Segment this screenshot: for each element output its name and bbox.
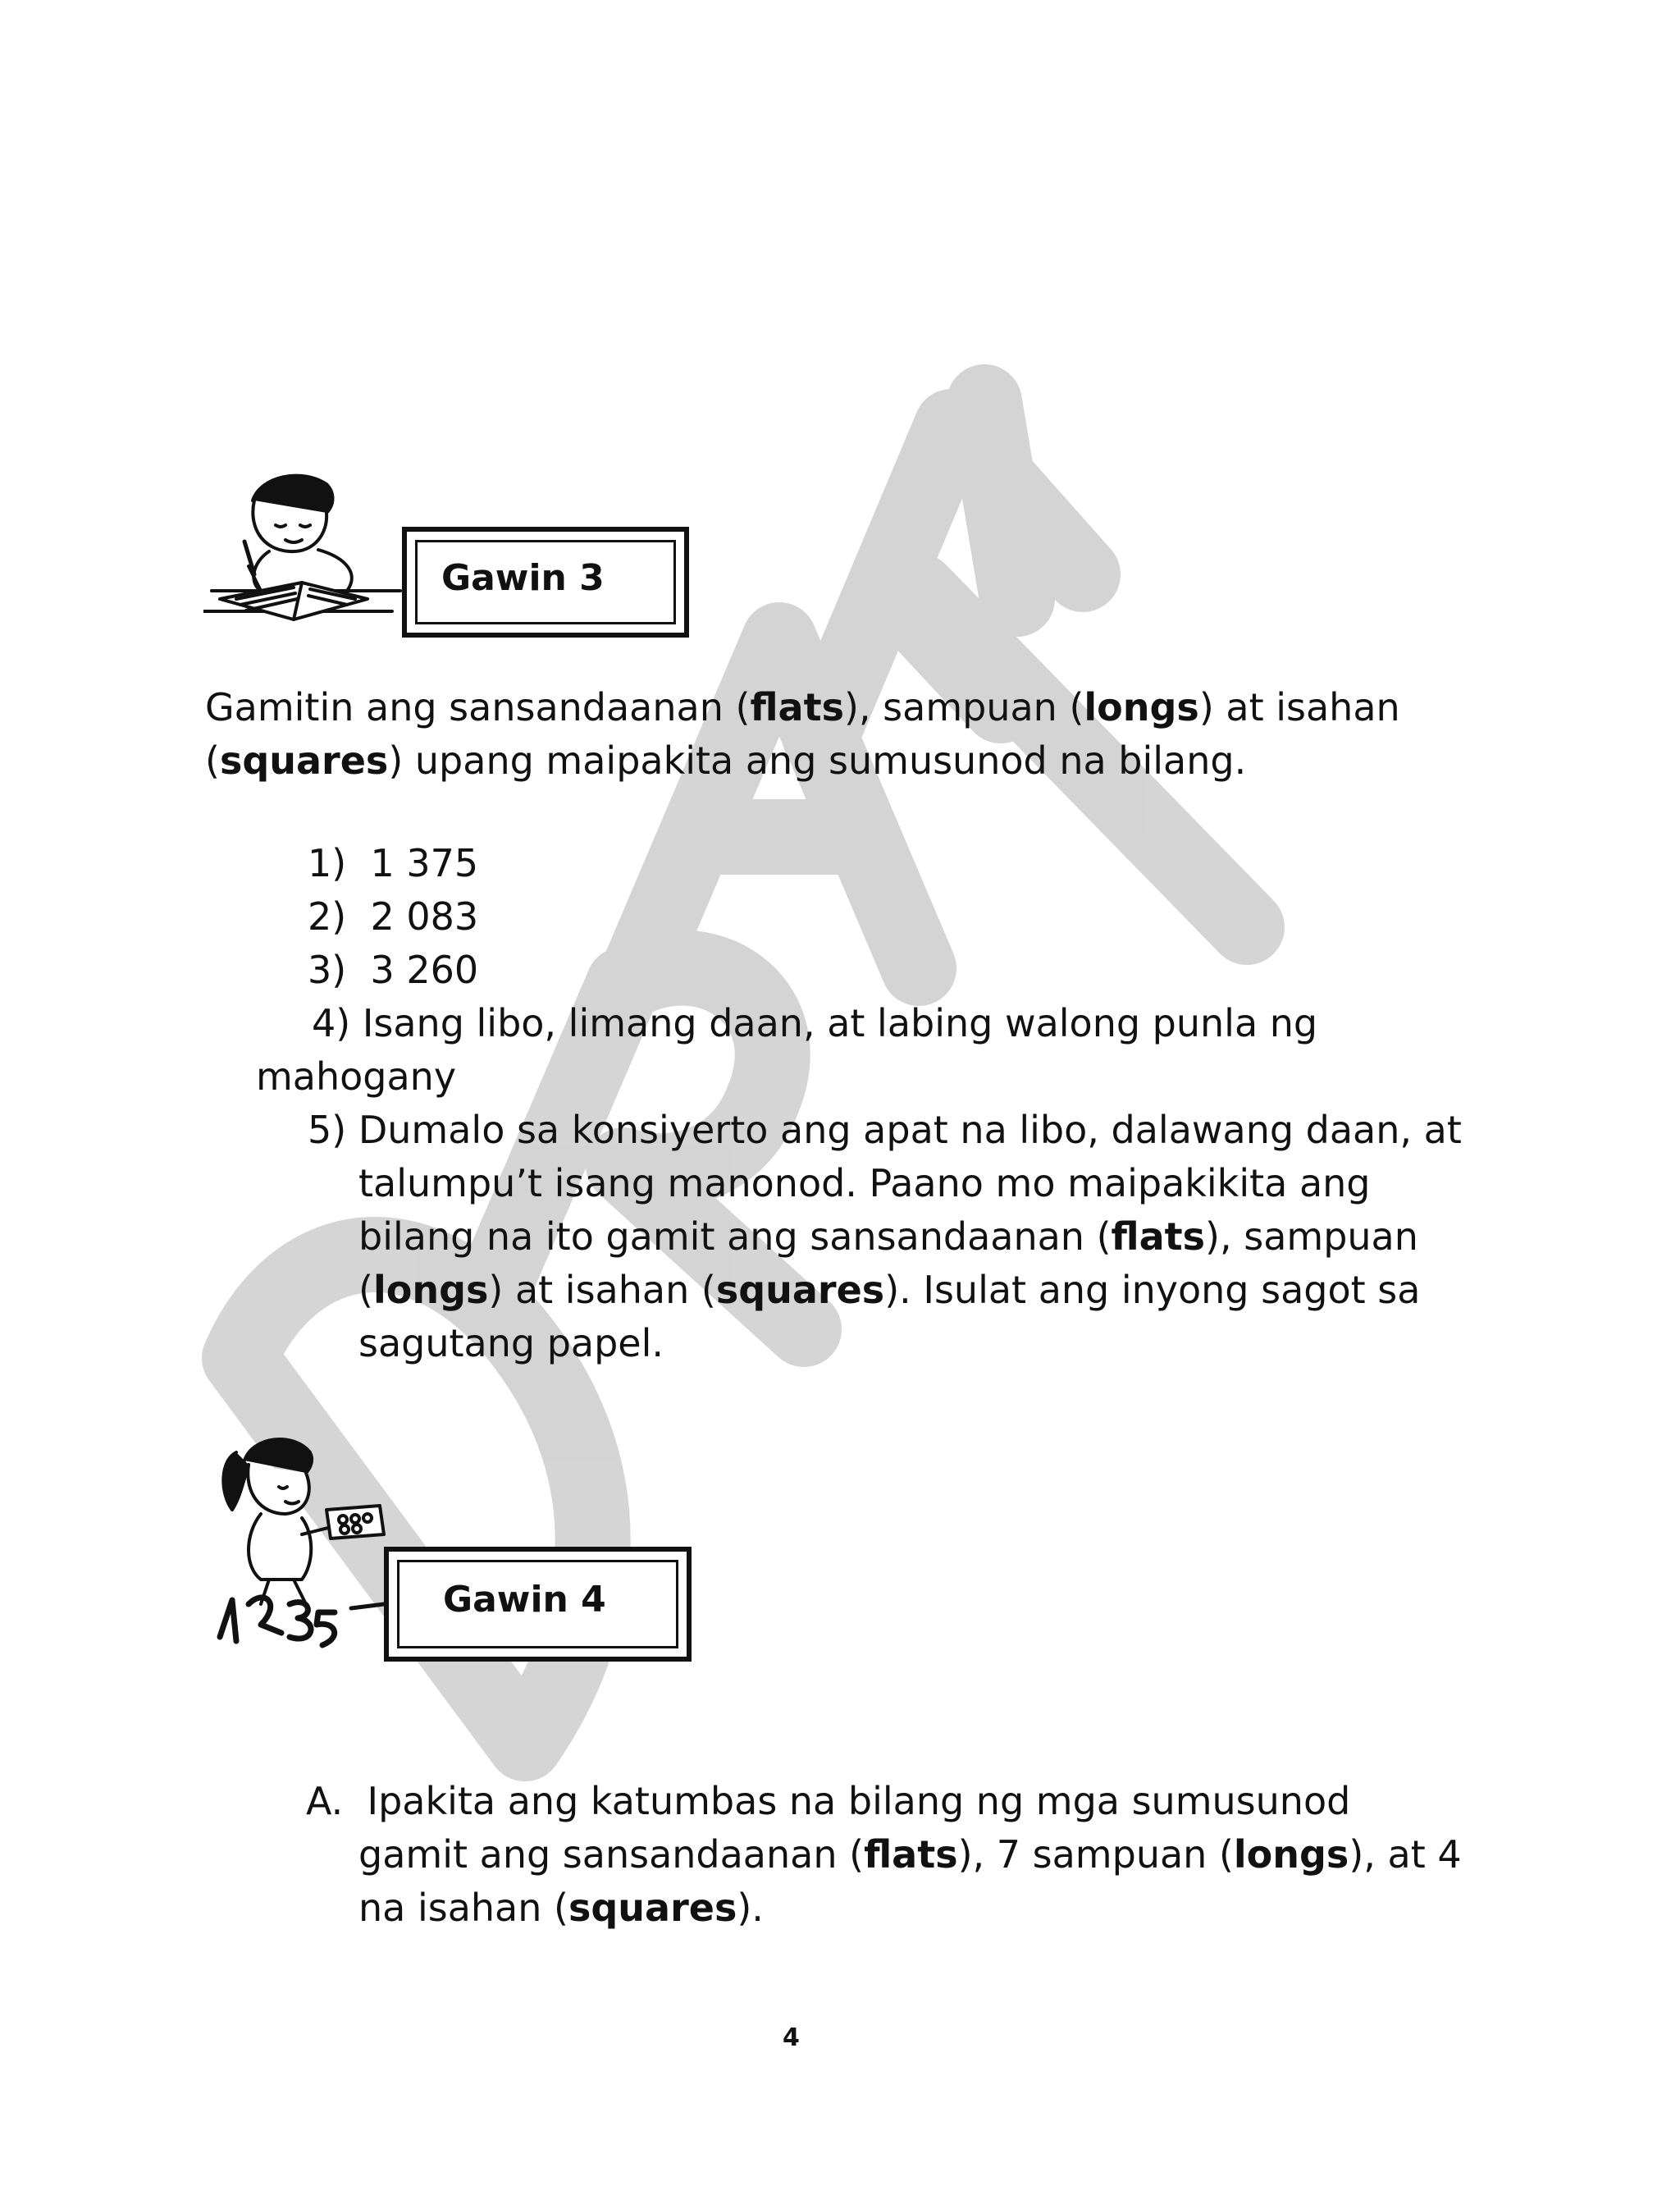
gawin-3-item-5-line-4: (longs) at isahan (squares). Isulat ang inyong sagot sa xyxy=(358,1268,1421,1312)
gawin-3-intro-line-1: Gamitin ang sansandaanan (flats), sampuan (longs) at isahan xyxy=(205,685,1400,729)
gawin-3-item-1 xyxy=(308,837,478,890)
gawin-4-item-a-line-1: A. Ipakita ang katumbas na bilang ng mga sumusunod xyxy=(306,1779,1351,1823)
item-text: 3 260 xyxy=(370,948,479,992)
gawin-4-title: Gawin 4 xyxy=(443,1579,606,1621)
gawin-3-intro-line-2: (squares) upang maipakita ang sumusunod na bilang. xyxy=(205,738,1247,783)
watermark-letter-t xyxy=(919,402,1247,927)
gawin-3-item-4-line-1: 4) Isang libo, limang daan, at labing walong punla ng xyxy=(312,1001,1318,1045)
gawin-3-item-5-line-1: 5) Dumalo sa konsiyerto ang apat na libo, dalawang daan, at xyxy=(308,1108,1462,1152)
item-number: 2) xyxy=(308,894,347,939)
gawin-3-item-5-line-2: talumpu’t isang manonod. Paano mo maipakikita ang xyxy=(358,1161,1371,1205)
gawin-3-item-4-line-2: mahogany xyxy=(256,1054,457,1099)
gawin-4-item-a-line-2: gamit ang sansandaanan (flats), 7 sampuan (longs), at 4 xyxy=(358,1832,1462,1877)
page-number: 4 xyxy=(783,2023,800,2052)
item-number: 3) xyxy=(308,948,347,992)
gawin-3-item-2 xyxy=(308,890,478,944)
girl-with-numbers-illustration xyxy=(212,1428,400,1657)
gawin-4-item-a-line-3: na isahan (squares). xyxy=(358,1886,764,1930)
gawin-3-title: Gawin 3 xyxy=(441,557,605,599)
item-number: 1) xyxy=(308,841,347,885)
gawin-3-item-5-line-5: sagutang papel. xyxy=(358,1321,664,1365)
gawin-3-item-3 xyxy=(308,944,478,997)
gawin-3-item-5-line-3: bilang na ito gamit ang sansandaanan (flats), sampuan xyxy=(358,1214,1418,1259)
boy-writing-illustration xyxy=(203,468,409,640)
item-text: 1 375 xyxy=(370,841,479,885)
item-text: 2 083 xyxy=(370,894,479,939)
